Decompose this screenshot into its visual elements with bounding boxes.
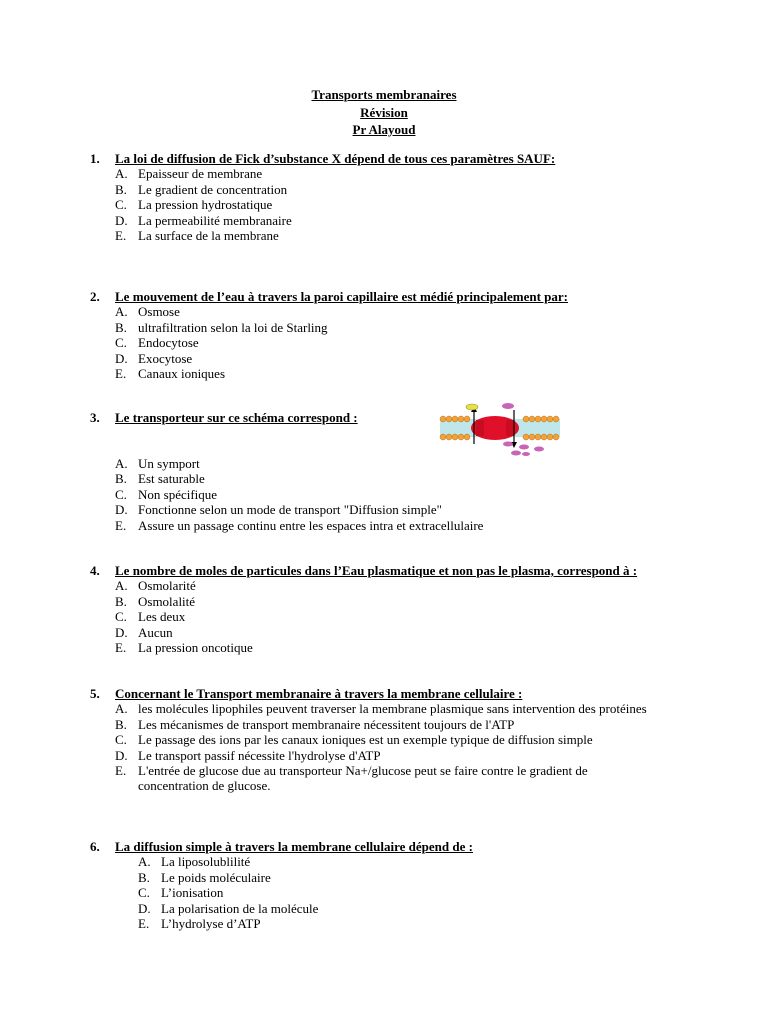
- ligand-purple: [534, 447, 544, 452]
- option-letter: A.: [115, 578, 128, 594]
- answer-option: [90, 518, 650, 533]
- question-number: 4.: [90, 563, 100, 578]
- lipid-head: [440, 434, 446, 440]
- option-letter: B.: [115, 319, 127, 335]
- question-number: 2.: [90, 289, 100, 304]
- question-title: [90, 563, 650, 578]
- answer-option: [90, 870, 650, 885]
- lipid-head: [452, 434, 458, 440]
- membrane-transporter-icon: [438, 400, 562, 458]
- answer-option: [90, 732, 650, 747]
- answer-option: [90, 901, 650, 916]
- question-1: [90, 151, 650, 243]
- document-author: Pr Alayoud: [352, 122, 416, 137]
- lipid-head: [523, 416, 529, 422]
- question-title: [90, 289, 650, 304]
- answer-option: [90, 625, 650, 640]
- answer-option: [90, 456, 650, 471]
- document-header: [0, 86, 768, 139]
- option-text: Canaux ioniques: [138, 366, 226, 382]
- option-text: Aucun: [138, 624, 173, 640]
- lipid-head: [529, 434, 535, 440]
- answer-option: [90, 885, 650, 900]
- ligand-purple: [511, 451, 521, 456]
- option-text: Les deux: [138, 609, 186, 625]
- option-letter: A.: [115, 166, 128, 182]
- lipid-head: [547, 416, 553, 422]
- option-text: les molécules lipophiles peuvent traverser la membrane plasmique sans intervention des protéines: [138, 701, 647, 717]
- lipid-head: [452, 416, 458, 422]
- question-number: 6.: [90, 839, 100, 854]
- document-subtitle: Révision: [360, 104, 408, 120]
- answer-option: [90, 717, 650, 732]
- option-text: La pression oncotique: [138, 640, 253, 656]
- lipid-head: [541, 434, 547, 440]
- option-letter: E.: [138, 916, 150, 932]
- lipid-head: [529, 416, 535, 422]
- question-5: [90, 686, 650, 794]
- answer-option: [90, 166, 650, 181]
- option-text: Un symport: [138, 456, 200, 471]
- answer-options: [90, 166, 650, 243]
- option-letter: E.: [115, 366, 127, 382]
- lipid-head: [458, 434, 464, 440]
- answer-options: [90, 578, 650, 655]
- lipid-head: [535, 434, 541, 440]
- answer-option: [90, 640, 650, 655]
- option-text: L’ionisation: [161, 885, 224, 901]
- lipid-head: [464, 416, 470, 422]
- answer-options: [90, 701, 650, 793]
- question-text: Le nombre de moles de particules dans l’Eau plasmatique et non pas le plasma, correspond à :: [115, 563, 638, 578]
- option-letter: C.: [115, 335, 127, 351]
- question-title: [90, 151, 650, 166]
- option-letter: B.: [115, 471, 127, 487]
- question-2: [90, 289, 650, 381]
- answer-option: [90, 502, 650, 517]
- option-letter: B.: [115, 716, 127, 732]
- option-letter: D.: [115, 502, 128, 518]
- option-text: Osmolalité: [138, 593, 196, 609]
- question-number: 3.: [90, 410, 100, 425]
- question-text: Concernant le Transport membranaire à travers la membrane cellulaire :: [115, 686, 523, 701]
- answer-option: [90, 182, 650, 197]
- option-letter: E.: [115, 228, 127, 244]
- option-letter: C.: [115, 609, 127, 625]
- option-letter: E.: [115, 763, 127, 779]
- answer-option: [90, 854, 650, 869]
- lipid-head: [440, 416, 446, 422]
- ligand-purple: [502, 403, 514, 409]
- answer-option: [90, 471, 650, 486]
- answer-options: [90, 854, 650, 931]
- option-text: Les mécanismes de transport membranaire nécessitent toujours de l'ATP: [138, 716, 515, 732]
- option-text: La permeabilité membranaire: [138, 212, 292, 228]
- option-text: Le passage des ions par les canaux ioniques est un exemple typique de diffusion simple: [138, 732, 593, 748]
- answer-option: [90, 594, 650, 609]
- answer-option: [90, 609, 650, 624]
- question-title: [90, 410, 650, 425]
- option-letter: C.: [115, 732, 127, 748]
- option-letter: A.: [115, 456, 128, 471]
- answer-option: [90, 366, 650, 381]
- option-text: La pression hydrostatique: [138, 197, 273, 213]
- ligand-purple: [503, 442, 513, 447]
- question-title: [90, 686, 650, 701]
- option-text: Fonctionne selon un mode de transport "Diffusion simple": [138, 502, 442, 518]
- question-text: La diffusion simple à travers la membrane cellulaire dépend de :: [115, 839, 473, 854]
- answer-option: [90, 351, 650, 366]
- answer-option: [90, 228, 650, 243]
- option-letter: D.: [115, 624, 128, 640]
- lipid-head: [547, 434, 553, 440]
- option-text: Non spécifique: [138, 486, 218, 502]
- option-letter: B.: [115, 593, 127, 609]
- lipid-head: [523, 434, 529, 440]
- option-text: Le poids moléculaire: [161, 869, 271, 885]
- option-letter: A.: [115, 304, 128, 320]
- option-text: L'entrée de glucose due au transporteur Na+/glucose peut se faire contre le gradient de concentration de glucose.: [138, 763, 588, 794]
- option-text: Osmose: [138, 304, 180, 320]
- option-text: L’hydrolyse d’ATP: [161, 916, 261, 932]
- option-text: Osmolarité: [138, 578, 196, 594]
- answer-option: [90, 320, 650, 335]
- question-number: 1.: [90, 151, 100, 166]
- lipid-head: [446, 416, 452, 422]
- option-letter: C.: [115, 197, 127, 213]
- option-text: Le gradient de concentration: [138, 181, 288, 197]
- answer-option: [90, 197, 650, 212]
- question-6: [90, 839, 650, 931]
- option-text: Exocytose: [138, 350, 193, 366]
- option-letter: A.: [138, 854, 151, 870]
- option-letter: E.: [115, 640, 127, 656]
- answer-option: [90, 335, 650, 350]
- question-text: La loi de diffusion de Fick d’substance X dépend de tous ces paramètres SAUF:: [115, 151, 556, 166]
- option-letter: C.: [115, 486, 127, 502]
- answer-option: [90, 487, 650, 502]
- answer-option: [90, 701, 650, 716]
- answer-options: [90, 304, 650, 381]
- option-letter: C.: [138, 885, 150, 901]
- question-text: Le transporteur sur ce schéma correspond :: [115, 410, 358, 425]
- question-number: 5.: [90, 686, 100, 701]
- option-letter: B.: [138, 869, 150, 885]
- lipid-head: [553, 416, 559, 422]
- lipid-head: [535, 416, 541, 422]
- lipid-head: [464, 434, 470, 440]
- option-text: Endocytose: [138, 335, 199, 351]
- lipid-head: [458, 416, 464, 422]
- option-letter: B.: [115, 181, 127, 197]
- option-letter: E.: [115, 517, 127, 533]
- option-text: ultrafiltration selon la loi de Starling: [138, 319, 328, 335]
- option-text: Assure un passage continu entre les espaces intra et extracellulaire: [138, 517, 484, 533]
- answer-option: [90, 916, 650, 931]
- question-text: Le mouvement de l’eau à travers la paroi capillaire est médié principalement par:: [115, 289, 569, 304]
- option-letter: D.: [115, 747, 128, 763]
- answer-options: [90, 456, 650, 533]
- document-title: Transports membranaires: [311, 87, 457, 102]
- option-text: Epaisseur de membrane: [138, 166, 263, 182]
- option-letter: D.: [138, 900, 151, 916]
- transporter-protein-left: [476, 420, 484, 436]
- option-text: Le transport passif nécessite l'hydrolyse d'ATP: [138, 747, 381, 763]
- lipid-head: [553, 434, 559, 440]
- lipid-head: [446, 434, 452, 440]
- answer-option: [90, 763, 650, 794]
- ligand-yellow: [466, 404, 478, 410]
- answer-option: [90, 578, 650, 593]
- answer-option: [90, 213, 650, 228]
- option-text: La polarisation de la molécule: [161, 900, 319, 916]
- question-4: [90, 563, 650, 655]
- question-3-options: [90, 456, 650, 533]
- option-letter: D.: [115, 212, 128, 228]
- option-text: Est saturable: [138, 471, 205, 487]
- answer-option: [90, 304, 650, 319]
- question-3: [90, 410, 650, 425]
- option-text: La surface de la membrane: [138, 228, 279, 244]
- option-text: La liposolublilité: [161, 854, 251, 870]
- transporter-protein-right: [506, 420, 514, 436]
- option-letter: A.: [115, 701, 128, 717]
- ligand-purple: [519, 445, 529, 450]
- question-title: [90, 839, 650, 854]
- option-letter: D.: [115, 350, 128, 366]
- lipid-head: [541, 416, 547, 422]
- answer-option: [90, 748, 650, 763]
